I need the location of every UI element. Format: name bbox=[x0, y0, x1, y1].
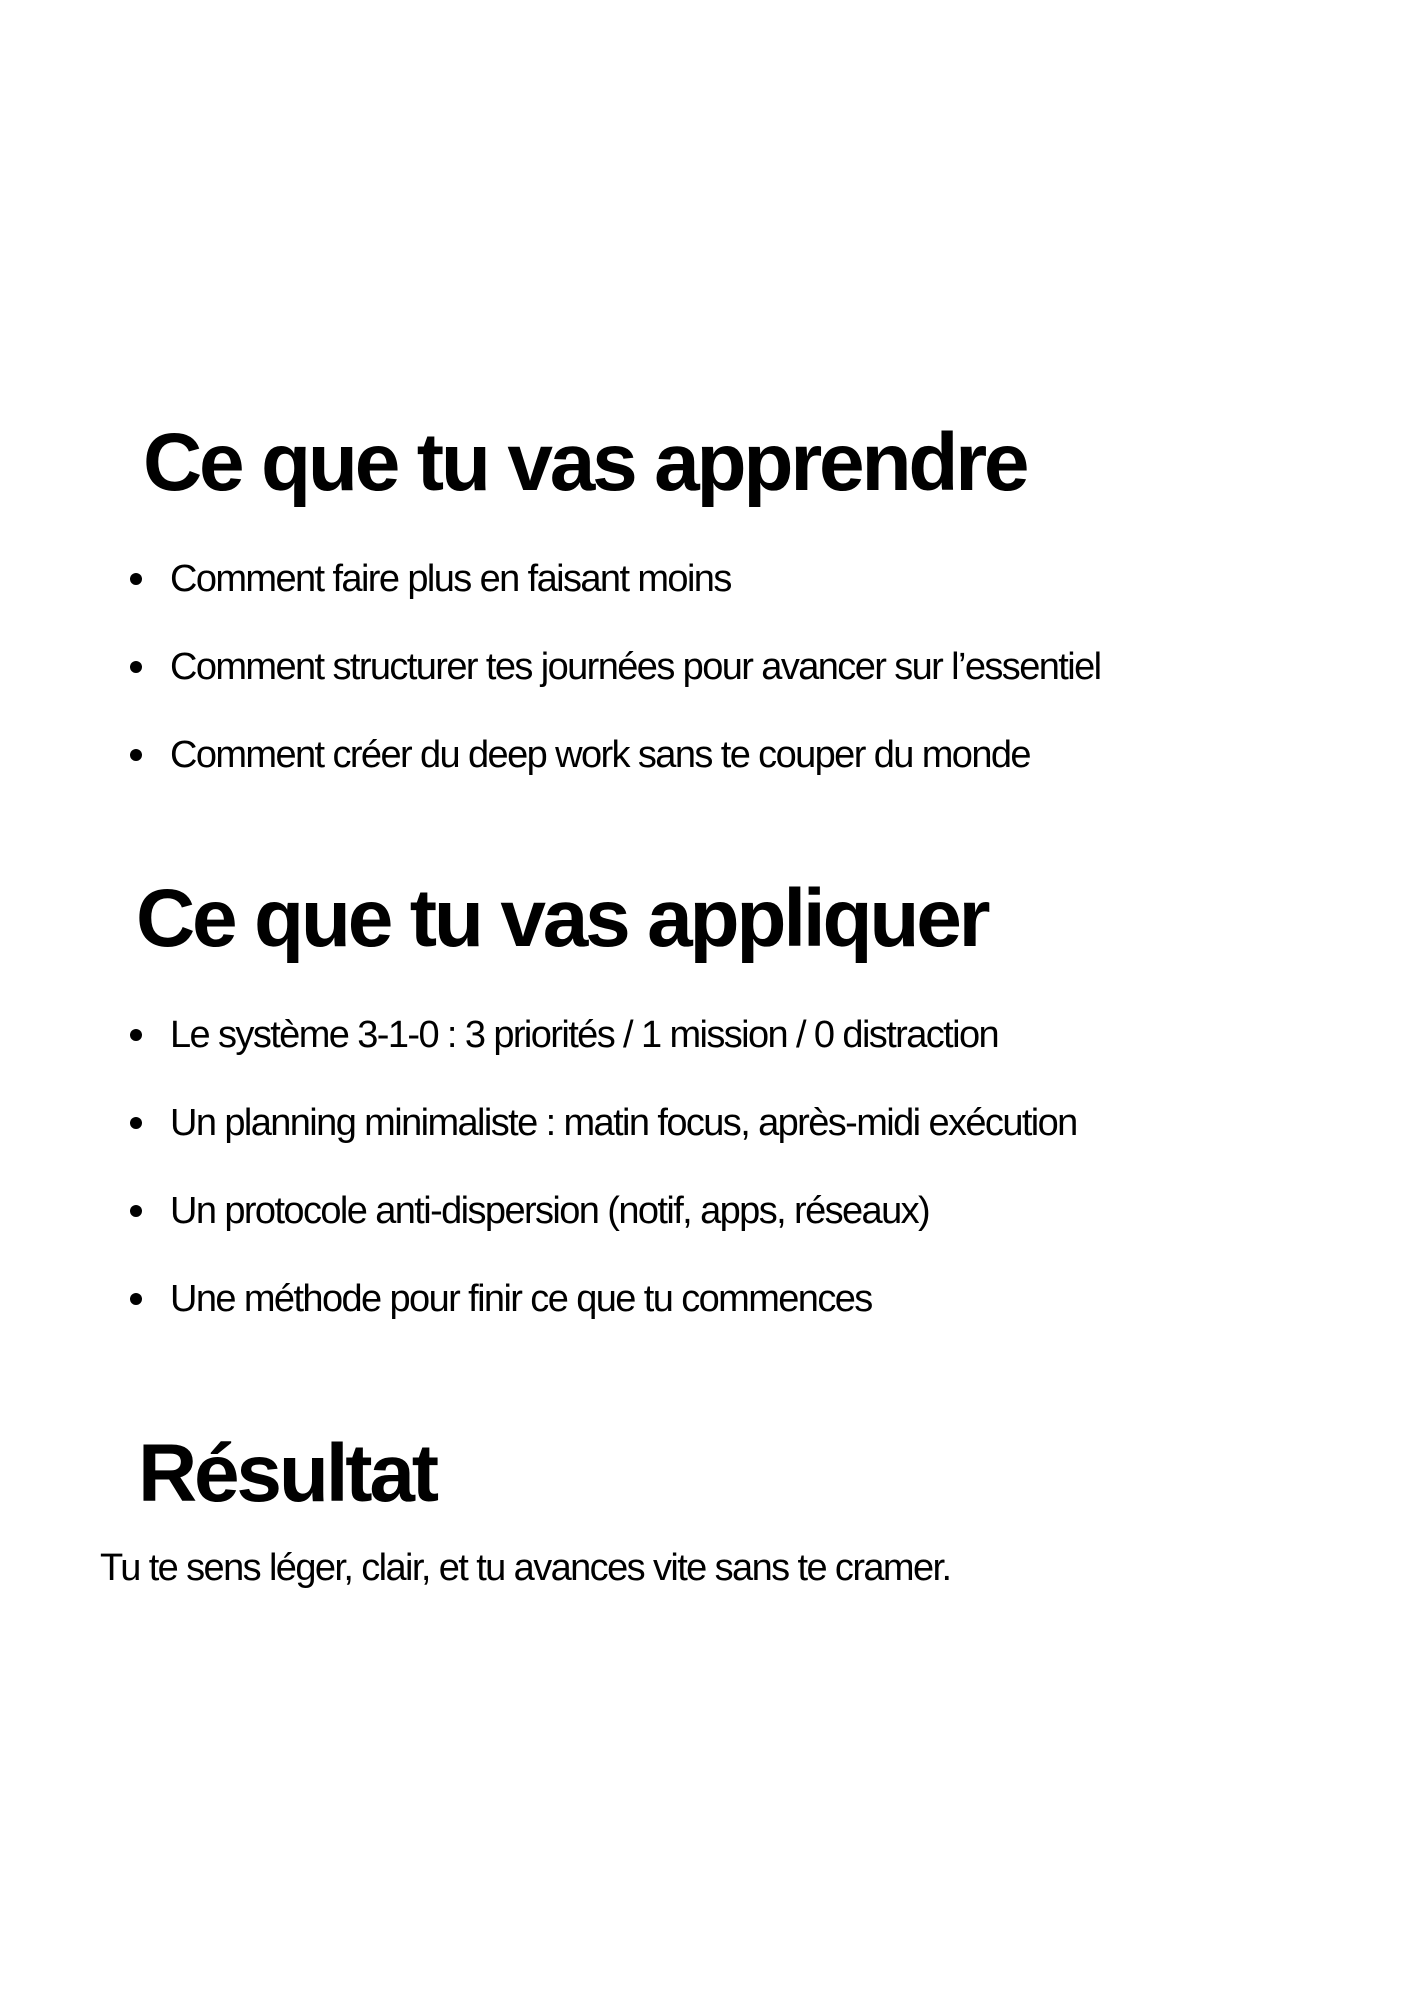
bullet-icon bbox=[130, 1293, 142, 1305]
result-text: Tu te sens léger, clair, et tu avances vite sans te cramer. bbox=[100, 1547, 951, 1589]
section-title-apply: Ce que tu vas appliquer bbox=[136, 873, 988, 964]
list-item-text: Un protocole anti-dispersion (notif, apps, réseaux) bbox=[170, 1190, 930, 1232]
section-title-result: Résultat bbox=[138, 1428, 436, 1519]
list-item-text: Comment faire plus en faisant moins bbox=[170, 558, 731, 600]
list-item-text: Le système 3-1-0 : 3 priorités / 1 mission / 0 distraction bbox=[170, 1014, 999, 1056]
bullet-icon bbox=[130, 1029, 142, 1041]
bullet-icon bbox=[130, 573, 142, 585]
bullet-icon bbox=[130, 749, 142, 761]
bullet-icon bbox=[130, 661, 142, 673]
list-item-text: Une méthode pour finir ce que tu commences bbox=[170, 1278, 872, 1320]
bullet-icon bbox=[130, 1205, 142, 1217]
list-item-text: Un planning minimaliste : matin focus, après-midi exécution bbox=[170, 1102, 1077, 1144]
bullet-icon bbox=[130, 1117, 142, 1129]
list-item-text: Comment structurer tes journées pour avancer sur l’essentiel bbox=[170, 646, 1101, 688]
section-title-learn: Ce que tu vas apprendre bbox=[143, 417, 1027, 508]
list-item-text: Comment créer du deep work sans te couper du monde bbox=[170, 734, 1030, 776]
